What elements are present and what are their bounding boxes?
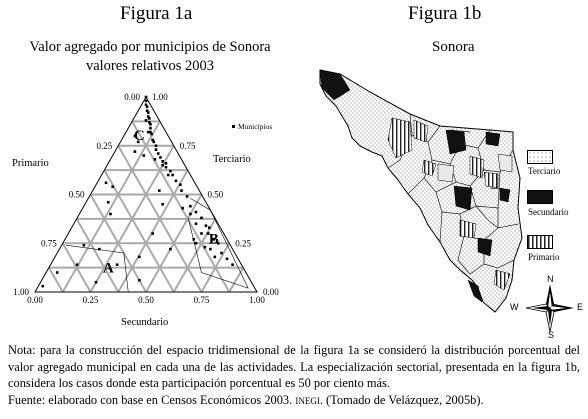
data-point — [220, 252, 223, 255]
data-point — [152, 141, 155, 144]
data-point — [146, 105, 149, 108]
data-point — [189, 205, 192, 208]
data-point — [145, 119, 148, 122]
compass-s: S — [548, 330, 555, 340]
data-point — [142, 154, 145, 157]
data-point — [98, 248, 101, 251]
data-point — [138, 279, 141, 282]
data-point — [200, 232, 203, 235]
data-point — [231, 263, 234, 266]
bottom-tick-label: 1.00 — [249, 295, 265, 305]
legend-swatch-primario — [527, 235, 553, 249]
data-point — [209, 248, 212, 251]
data-point — [189, 213, 192, 216]
data-point — [161, 160, 164, 163]
figure-1a-subtitle-line1: Valor agregado por municipios de Sonora — [29, 39, 271, 55]
data-point — [151, 232, 154, 235]
figure-1b-title: Figura 1b — [408, 3, 482, 24]
data-point — [195, 222, 198, 225]
bottom-tick-label: 0.75 — [193, 295, 210, 305]
figure-note — [8, 342, 580, 408]
ternary-chart — [0, 80, 300, 338]
data-point — [175, 180, 178, 183]
data-point — [159, 156, 162, 159]
data-point — [186, 195, 189, 198]
region-c-label: C — [133, 127, 145, 144]
legend-label-secundario: Secundario — [528, 207, 569, 217]
data-point — [226, 258, 229, 261]
data-point — [150, 133, 153, 136]
data-point — [181, 207, 184, 210]
data-point — [179, 183, 182, 186]
terciario-axis-label: Terciario — [213, 154, 251, 165]
secundario-axis-label: Secundario — [121, 317, 169, 328]
data-point — [95, 281, 98, 284]
note-source — [8, 392, 580, 409]
data-point — [161, 203, 164, 206]
right-tick-label: 0.50 — [207, 189, 224, 200]
figure-1a-subtitle — [0, 38, 300, 76]
figure-1a-title: Figura 1a — [120, 3, 193, 24]
bottom-tick-label: 0.25 — [82, 295, 99, 305]
data-point — [155, 144, 158, 147]
data-point — [138, 256, 141, 259]
data-point — [169, 170, 172, 173]
data-point — [154, 158, 157, 161]
left-tick-label: 1.00 — [13, 287, 29, 297]
data-point — [195, 211, 198, 214]
left-tick-label: 0.50 — [68, 189, 85, 200]
left-tick-label: 0.00 — [124, 92, 140, 102]
grid-line — [118, 170, 187, 292]
legend-label-terciario: Terciario — [528, 166, 561, 176]
grid-line — [49, 268, 63, 292]
data-point — [145, 100, 148, 103]
data-point — [116, 263, 119, 266]
data-point — [200, 217, 203, 220]
data-point — [214, 256, 217, 259]
region-b-label: B — [208, 231, 219, 248]
data-point — [76, 263, 79, 266]
data-point — [208, 226, 211, 229]
compass-n: N — [547, 274, 554, 284]
compass-w: W — [510, 302, 519, 312]
legend-label-primario: Primario — [528, 252, 560, 262]
data-point — [41, 285, 44, 288]
data-point — [195, 242, 198, 245]
data-point — [180, 189, 183, 192]
data-point — [155, 148, 158, 151]
source-suffix: . (Tomado de Velázquez, 2005b). — [319, 392, 484, 407]
figure-1a-subtitle-line2: valores relativos 2003 — [85, 58, 215, 74]
compass-rose-icon — [520, 278, 580, 338]
note-text: Nota: para la construcción del espacio tridimensional de la figura 1a se consideró la distribución porcentual del valor agregado municipal en cada una de las actividades. La especialización sectorial, presentada en la figura 1b, considera los casos donde esta participación porcentual es 50 por ciento más. — [8, 343, 580, 390]
right-tick-label: 0.75 — [179, 140, 196, 151]
data-point — [83, 244, 86, 247]
compass-e: E — [577, 302, 584, 312]
figure-1b-subtitle: Sonora — [432, 39, 475, 55]
data-point — [165, 166, 168, 169]
left-tick-label: 0.25 — [96, 140, 113, 151]
data-point — [192, 238, 195, 241]
data-point — [147, 131, 150, 134]
data-point — [149, 123, 152, 126]
source-inegi: inegi — [295, 392, 320, 407]
ternary-labels — [12, 92, 279, 328]
data-point — [205, 224, 208, 227]
data-point — [148, 117, 151, 120]
data-point — [149, 127, 152, 130]
legend-label-municipios: Municipios — [238, 122, 273, 131]
data-point — [107, 201, 110, 204]
left-tick-label: 0.75 — [41, 238, 57, 249]
source-prefix: Fuente: elaborado con base en Censos Económicos 2003. — [8, 392, 293, 407]
right-tick-label: 0.25 — [235, 238, 251, 249]
data-point — [134, 150, 137, 153]
data-point — [56, 271, 59, 274]
data-point — [105, 182, 108, 185]
grid-line — [229, 268, 243, 292]
primario-axis-label: Primario — [12, 158, 49, 169]
legend-marker — [232, 125, 235, 128]
data-point — [109, 213, 112, 216]
data-point — [171, 174, 174, 177]
data-point — [158, 189, 161, 192]
legend-swatch-terciario — [527, 150, 553, 164]
bottom-tick-label: 0.00 — [27, 295, 43, 305]
data-point — [145, 96, 148, 99]
right-tick-label: 1.00 — [152, 92, 168, 102]
grid-line — [104, 170, 173, 292]
legend-swatch-secundario — [527, 190, 553, 204]
data-point — [204, 246, 207, 249]
data-point — [161, 164, 164, 167]
data-point — [165, 162, 168, 165]
data-point — [157, 152, 160, 155]
data-point — [111, 185, 114, 188]
bottom-tick-label: 0.50 — [138, 295, 154, 305]
region-a-label: A — [102, 260, 114, 277]
right-tick-label: 0.00 — [263, 287, 279, 297]
data-point — [167, 174, 170, 177]
sonora-outline — [320, 70, 522, 312]
data-point — [147, 111, 150, 114]
data-point — [169, 248, 172, 251]
